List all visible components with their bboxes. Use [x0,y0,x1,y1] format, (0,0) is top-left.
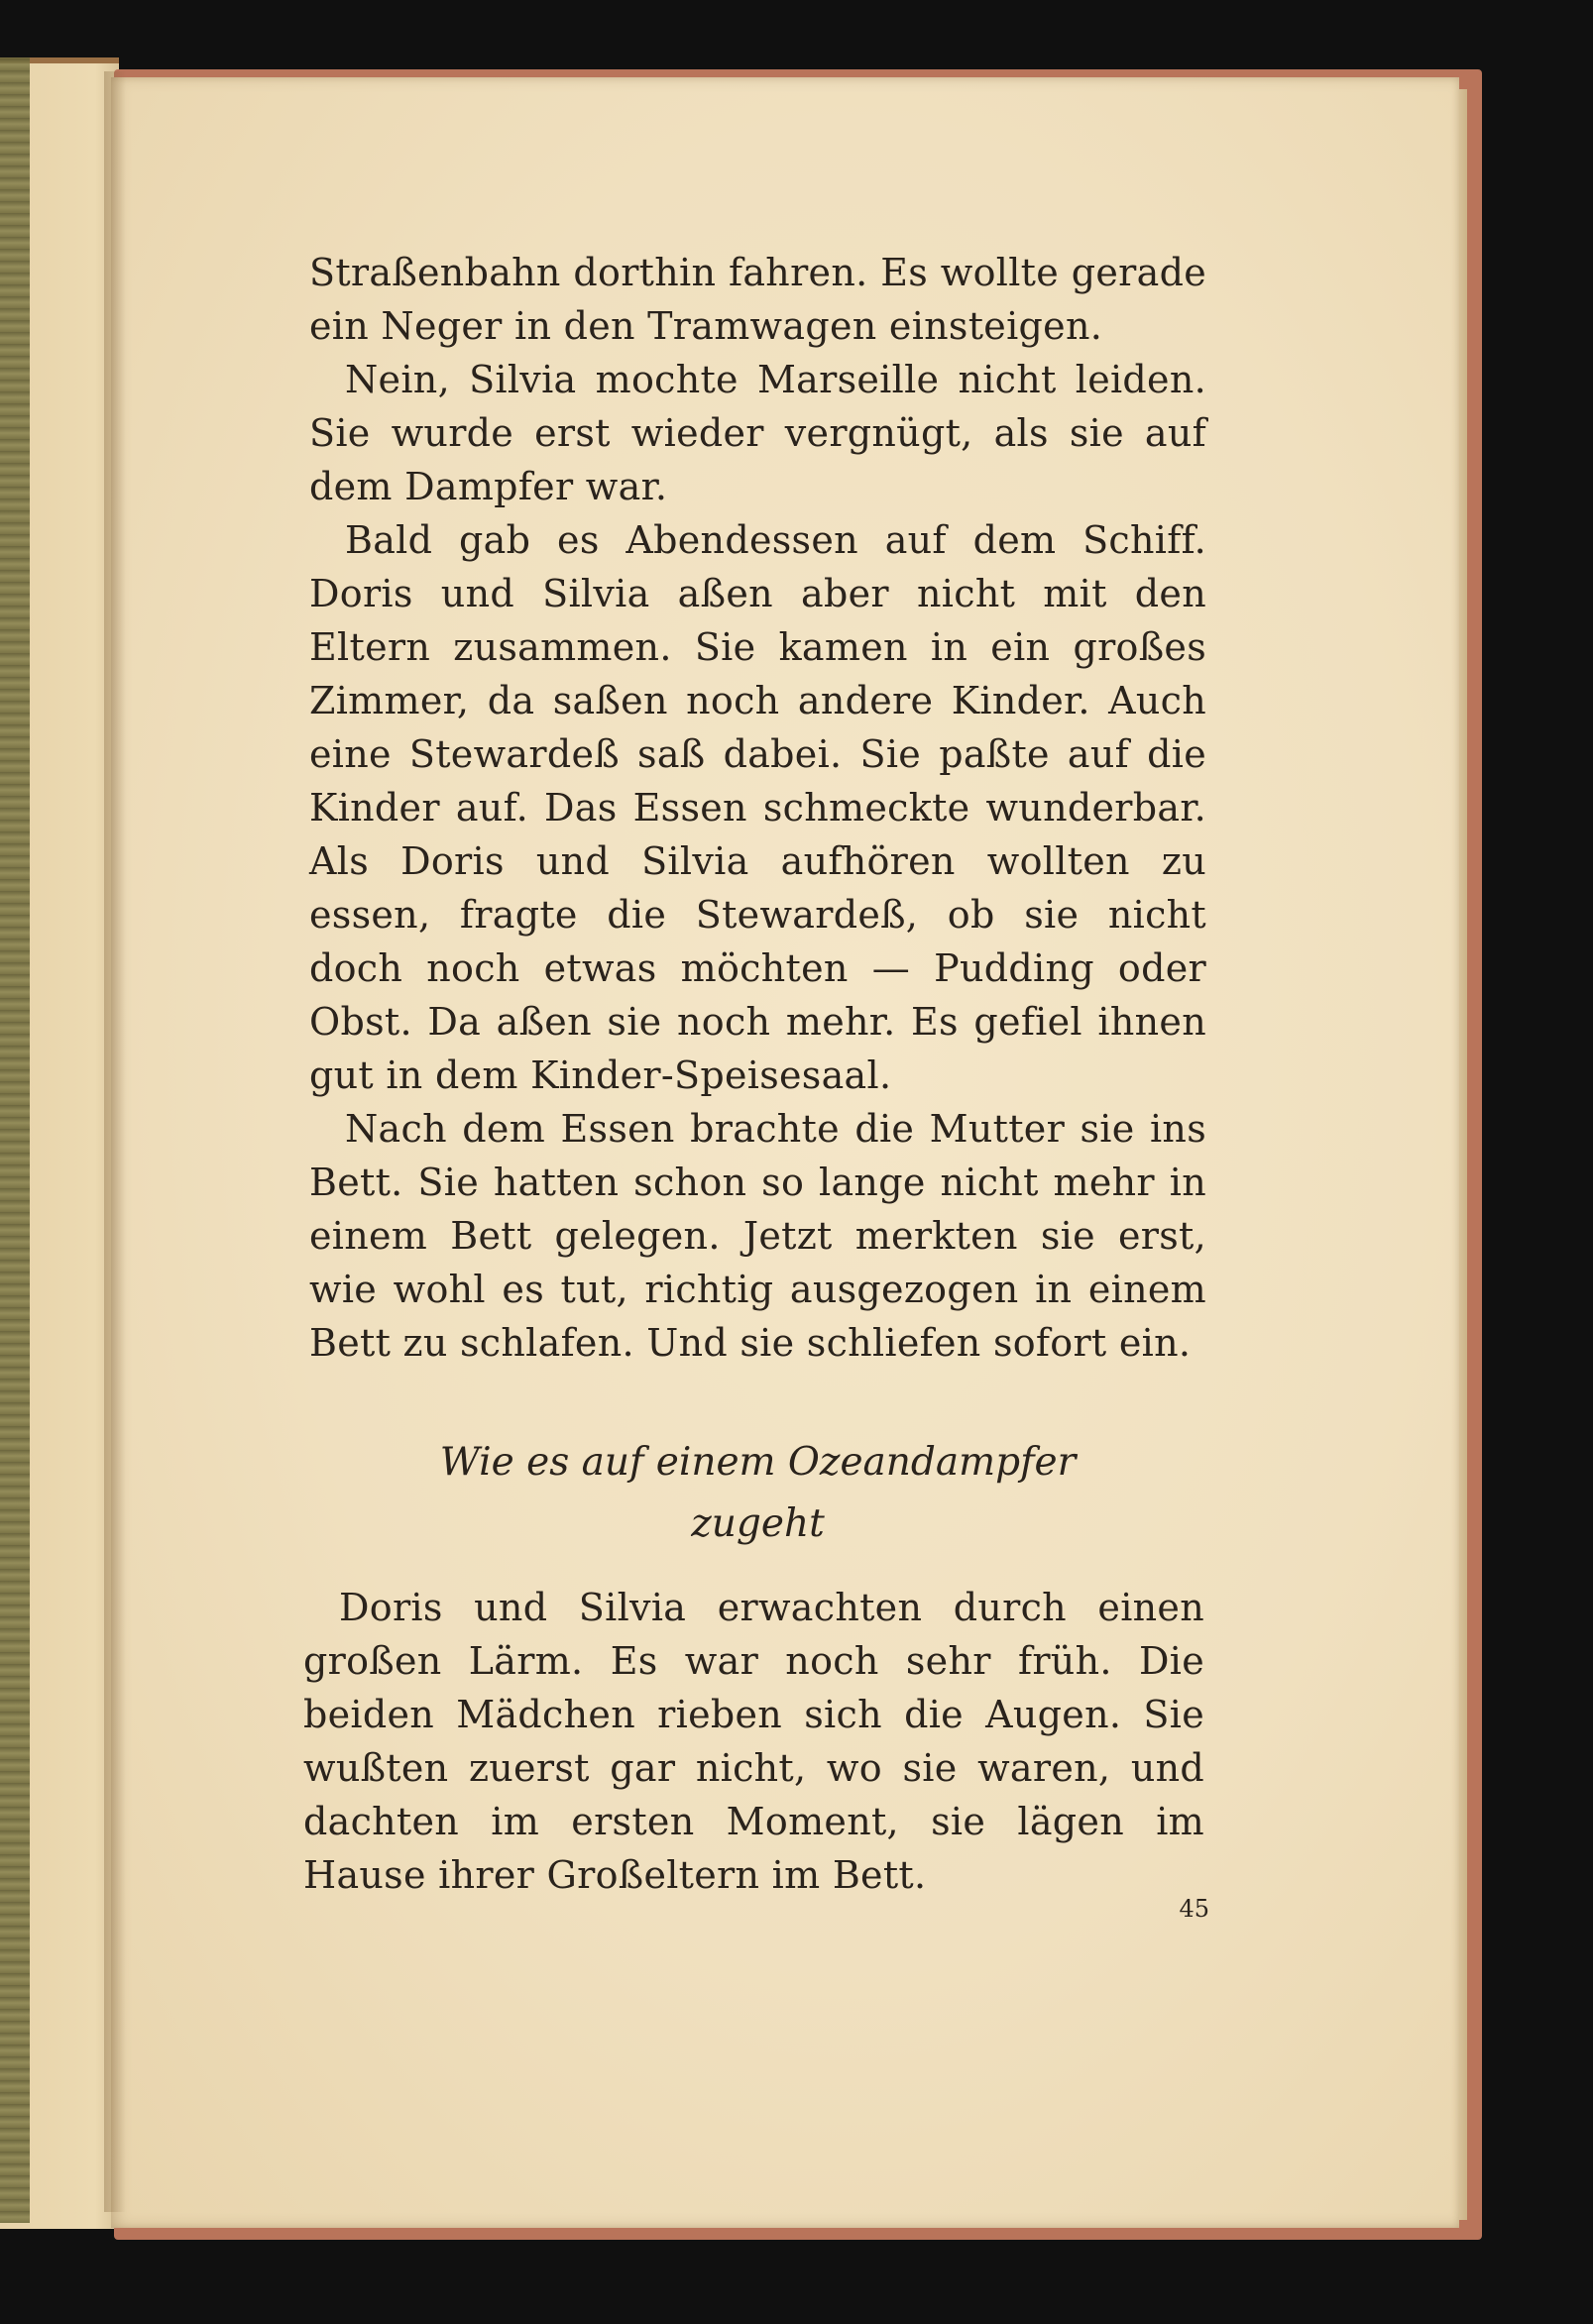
section-text [303,1581,1204,1902]
paragraph: Bald gab es Abendessen auf dem Schiff. Doris und Silvia aßen aber nicht mit den Eltern zusammen. Sie kamen in ein großes Zimmer, da saßen noch andere Kinder. Auch eine Stewardeß saß dabei. Sie paßte auf die Kinder auf. Das Essen schmeckte wunderbar. Als Doris und Silvia aufhören wollten zu essen, fragte die Stewardeß, ob sie nicht doch noch etwas möchten — Pudding oder Obst. Da aßen sie noch mehr. Es gefiel ihnen gut in dem Kinder-Speisesaal. [309,518,1206,1097]
section-heading-line-1: Wie es auf einem Ozeandampfer [439,1440,1077,1485]
paragraph: Nein, Silvia mochte Marseille nicht leiden. Sie wurde erst wieder vergnügt, als sie auf dem Dampfer war. [309,358,1206,508]
paragraph: Straßenbahn dorthin fahren. Es wollte gerade ein Neger in den Tramwagen einsteigen. [309,251,1206,348]
paragraph: Doris und Silvia erwachten durch einen großen Lärm. Es war noch sehr früh. Die beiden Mädchen rieben sich die Augen. Sie wußten zuerst gar nicht, wo sie waren, und dachten im ersten Moment, sie lägen im Hause ihrer Großeltern im Bett. [303,1586,1204,1897]
page-number: 45 [1179,1895,1209,1923]
section-heading-line-2: zugeht [691,1501,825,1546]
book-binding [0,57,30,2223]
page-gutter [104,71,126,2212]
chapter-text [309,246,1206,1370]
paragraph: Nach dem Essen brachte die Mutter sie ins Bett. Sie hatten schon so lange nicht mehr in einem Bett gelegen. Jetzt merkten sie erst, wie wohl es tut, richtig ausgezogen in einem Bett zu schlafen. Und sie schliefen sofort ein. [309,1107,1206,1365]
